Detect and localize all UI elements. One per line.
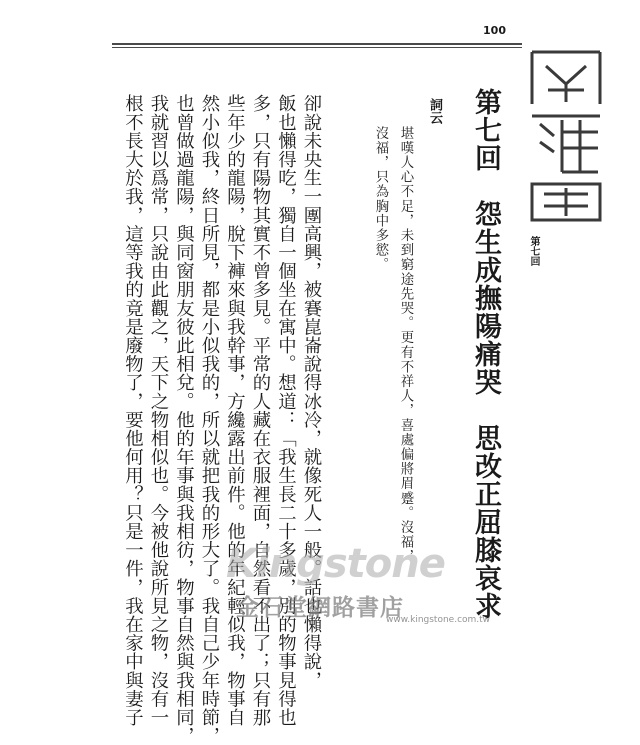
side-chapter-label: 第七回 bbox=[528, 236, 539, 266]
body-line: 根不長大於我，這等我的竟是廢物了，要他何用？只是一件，我在家中與妻子 bbox=[122, 94, 144, 727]
header-rule bbox=[112, 43, 522, 45]
watermark-brand: Kingstone bbox=[226, 541, 445, 587]
watermark-url: www.kingstone.com.tw bbox=[386, 615, 491, 625]
poem-label: 詞云 bbox=[427, 98, 442, 124]
body-line: 然小似我，終日所見，都是小似我的，所以就把我的形大了。我自己少年時節， bbox=[199, 94, 220, 745]
poem-text bbox=[368, 126, 418, 564]
margin-title-ornament bbox=[526, 44, 606, 224]
poem-line: 沒福，只為胸中多慾。 bbox=[373, 126, 388, 272]
body-line: 多，只有陽物其實不曾多見。平常的人藏在衣服裡面，自然看不出了；只有那 bbox=[250, 94, 271, 727]
body-line: 飯也懶得吃，獨自一個坐在寓中。想道：「我生長二十多歲，別的物事見得也 bbox=[275, 94, 297, 727]
header-rule-thin bbox=[112, 47, 522, 48]
page-number: 100 bbox=[483, 24, 506, 37]
body-line: 我就習以爲常，只說由此觀之，天下之物相似也。今被他說所見之物，沒有一 bbox=[148, 94, 169, 727]
watermark-chinese: 金石堂網路書店 bbox=[236, 594, 404, 621]
body-line: 也曾做過龍陽，與同窗朋友彼此相兌。他的年事與我相彷，物事自然與我相同， bbox=[173, 94, 195, 745]
body-line: 些年少的龍陽，脫下褲來與我幹事，方纔露出前件。他的年紀輕似我，物事自 bbox=[224, 94, 246, 727]
body-text bbox=[120, 94, 324, 745]
body-line: 卻說未央生一團高興，被賽崑崙說得冰冷，就像死人一般。話也懶得說， bbox=[301, 94, 322, 690]
chapter-title: 第七回 怨生成撫陽痛哭 思改正屈膝哀求 bbox=[470, 88, 501, 620]
poem-line: 堪嘆人心不足，未到窮途先哭。更有不祥人，喜處偏將眉蹙。沒福， bbox=[398, 126, 413, 564]
